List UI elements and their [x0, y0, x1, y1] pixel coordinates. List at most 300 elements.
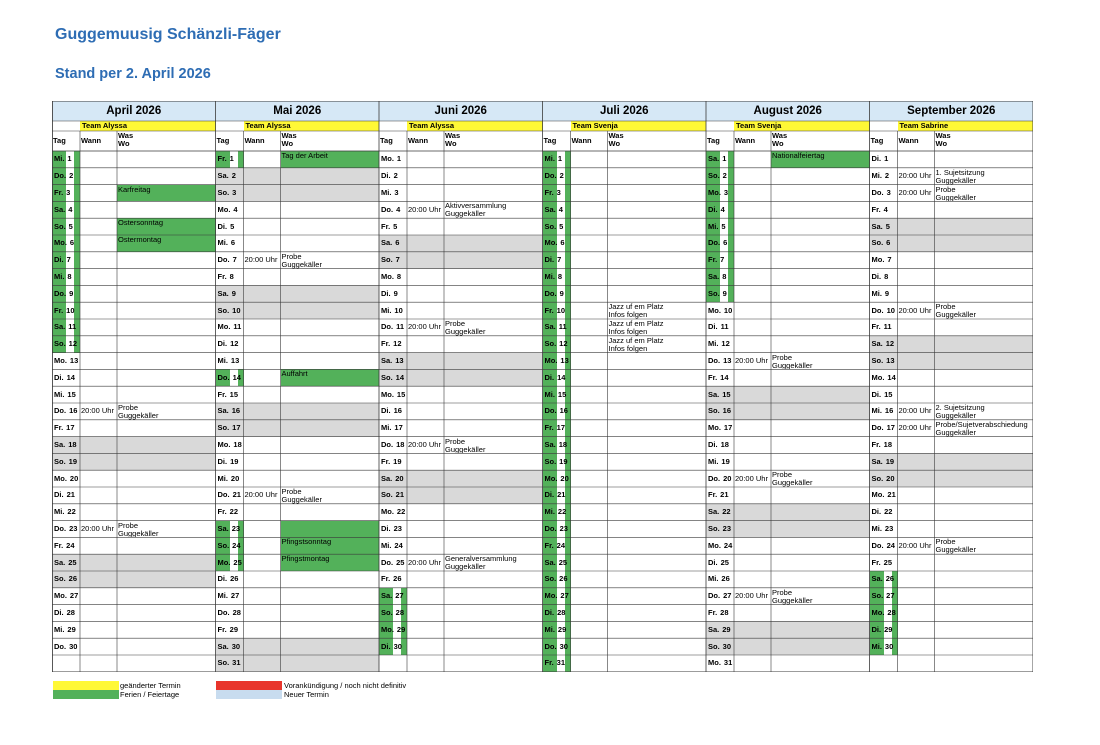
day-number-marker	[565, 537, 571, 554]
day-number: 30	[69, 641, 78, 651]
wann-cell	[571, 185, 608, 202]
weekday-label: Sa.	[54, 439, 66, 449]
wann-cell	[244, 269, 281, 286]
weekday-label: Sa.	[708, 624, 720, 634]
day-number: 1	[229, 154, 234, 164]
wann-cell	[898, 235, 935, 252]
day-number: 3	[723, 187, 729, 197]
was-cell	[117, 420, 216, 437]
day-number: 30	[393, 641, 402, 651]
wann-cell	[244, 437, 281, 454]
day-number: 5	[885, 221, 890, 231]
day-number: 24	[556, 540, 566, 550]
day-number: 1	[557, 154, 563, 164]
wann-cell	[734, 302, 771, 319]
legend-swatch-holidays	[53, 690, 119, 699]
day-cell	[870, 487, 898, 504]
wann-cell	[571, 638, 608, 655]
weekday-label: So.	[381, 490, 393, 500]
day-cell	[379, 605, 407, 622]
wann-cell	[571, 420, 608, 437]
was-cell	[117, 302, 216, 319]
day-cell	[52, 537, 80, 554]
weekday-label: Mi.	[871, 288, 882, 298]
day-number: 4	[883, 204, 888, 214]
was-cell	[281, 605, 380, 622]
day-number: 13	[886, 355, 895, 365]
weekday-label: So.	[871, 473, 884, 483]
was-cell	[771, 386, 870, 403]
weekday-label: Mo.	[54, 473, 67, 483]
day-cell	[706, 269, 734, 286]
wann-cell	[571, 168, 608, 185]
day-number-marker	[728, 235, 734, 252]
was-cell	[935, 353, 1034, 370]
weekday-label: So.	[871, 238, 884, 248]
legend	[52, 680, 412, 702]
weekday-label: Mo.	[871, 490, 885, 500]
was-cell	[771, 487, 870, 504]
day-cell	[706, 319, 734, 336]
was-cell: Probe/Sujetverabschiedung Guggekäller	[935, 419, 1028, 437]
day-number-marker	[74, 218, 80, 235]
day-number-marker	[728, 252, 734, 269]
day-number: 8	[396, 271, 402, 281]
was-cell	[444, 470, 543, 487]
weekday-label: Di.	[381, 523, 391, 533]
day-number-marker	[74, 285, 80, 302]
weekday-label: Do.	[54, 641, 67, 651]
was-cell	[281, 218, 380, 235]
was-cell	[444, 504, 543, 521]
day-number-marker	[565, 269, 571, 286]
day-cell	[870, 285, 898, 302]
weekday-label: Mo.	[708, 187, 721, 197]
day-number-marker	[728, 285, 734, 302]
wann-cell	[244, 336, 281, 353]
weekday-label: Di.	[871, 507, 882, 517]
was-cell	[444, 621, 543, 638]
day-cell	[870, 537, 898, 554]
day-number: 29	[722, 624, 731, 634]
wann-cell: 20:00 Uhr	[244, 490, 278, 500]
was-cell	[608, 185, 707, 202]
was-cell	[281, 655, 380, 672]
wann-cell	[734, 201, 771, 218]
was-cell	[771, 218, 870, 235]
wann-cell	[734, 218, 771, 235]
was-cell: Probe Guggekäller	[935, 184, 976, 202]
column-header-wann: Wann	[408, 136, 429, 145]
wann-cell	[734, 453, 771, 470]
day-number: 7	[66, 255, 71, 265]
weekday-label: Fr.	[217, 154, 227, 164]
day-cell	[379, 638, 407, 655]
weekday-label: Mi.	[54, 624, 65, 634]
day-number: 22	[396, 507, 406, 517]
wann-cell	[244, 369, 281, 386]
was-cell	[608, 621, 707, 638]
day-number: 16	[393, 406, 402, 416]
wann-cell	[571, 319, 608, 336]
was-cell	[281, 621, 380, 638]
day-number-marker	[565, 235, 571, 252]
day-cell	[216, 235, 244, 252]
wann-cell	[571, 571, 608, 588]
day-cell	[379, 403, 407, 420]
weekday-label: Do.	[381, 439, 394, 449]
column-header-was: Was	[118, 131, 134, 140]
was-cell	[281, 386, 380, 403]
day-number: 28	[66, 607, 75, 617]
was-cell: Probe Guggekäller	[281, 487, 322, 504]
weekday-label: Sa.	[54, 322, 66, 332]
was-cell	[117, 487, 216, 504]
was-cell	[281, 588, 380, 605]
weekday-label: Mi.	[381, 305, 392, 315]
wann-cell	[734, 537, 771, 554]
weekday-label: Fr.	[871, 204, 881, 214]
weekday-label: Sa.	[544, 557, 556, 567]
weekday-label: Di.	[871, 154, 882, 164]
weekday-label: Do.	[871, 305, 884, 315]
wann-cell	[80, 319, 117, 336]
wann-cell	[407, 151, 444, 168]
day-number: 5	[68, 221, 73, 231]
wann-cell	[244, 621, 281, 638]
day-number: 29	[557, 624, 567, 634]
was-cell	[608, 437, 707, 454]
wann-cell	[244, 554, 281, 571]
column-header-wann: Wann	[571, 136, 592, 145]
day-number: 10	[232, 305, 241, 315]
day-number: 8	[229, 271, 234, 281]
was-cell	[771, 235, 870, 252]
wann-cell	[407, 168, 444, 185]
wann-cell	[80, 504, 117, 521]
weekday-label: Mo.	[544, 473, 558, 483]
day-number: 17	[66, 423, 75, 433]
weekday-label: Sa.	[871, 456, 883, 466]
wann-cell: 20:00 Uhr	[735, 355, 768, 365]
day-cell	[543, 319, 571, 336]
day-number: 19	[559, 456, 568, 466]
day-number: 21	[887, 490, 896, 500]
wann-cell	[898, 571, 935, 588]
day-cell	[543, 218, 571, 235]
wann-cell	[898, 336, 935, 353]
wann-cell	[244, 285, 281, 302]
wann-cell: 20:00 Uhr	[735, 473, 768, 483]
day-cell	[870, 453, 898, 470]
wann-cell	[244, 302, 281, 319]
was-cell	[281, 571, 380, 588]
day-cell	[543, 437, 571, 454]
was-cell: Ostermontag	[117, 235, 216, 252]
day-number-marker	[565, 218, 571, 235]
was-cell	[281, 521, 380, 538]
weekday-label: Mo.	[54, 238, 67, 248]
day-number: 18	[233, 439, 242, 449]
weekday-label: So.	[54, 456, 66, 466]
wann-cell	[734, 269, 771, 286]
day-cell	[870, 319, 898, 336]
day-cell	[216, 504, 244, 521]
day-cell	[870, 638, 898, 655]
weekday-label: Sa.	[708, 271, 720, 281]
day-number: 14	[557, 372, 566, 382]
weekday-label: So.	[871, 355, 884, 365]
day-cell	[216, 386, 244, 403]
column-header-tag: Tag	[707, 136, 720, 145]
day-cell	[216, 655, 244, 672]
weekday-label: Fr.	[871, 557, 881, 567]
day-cell	[216, 201, 244, 218]
day-number: 31	[232, 658, 241, 668]
day-number: 30	[231, 641, 241, 651]
was-cell	[935, 487, 1034, 504]
was-cell	[281, 353, 380, 370]
day-number-marker	[565, 201, 571, 218]
day-cell	[379, 151, 407, 168]
was-cell	[935, 554, 1034, 571]
wann-cell	[80, 453, 117, 470]
wann-cell	[244, 185, 281, 202]
weekday-label: Mi.	[544, 624, 555, 634]
was-cell	[608, 168, 707, 185]
day-cell	[216, 521, 244, 538]
day-cell	[216, 403, 244, 420]
day-number: 5	[721, 221, 726, 231]
day-number: 8	[557, 271, 563, 281]
day-cell	[543, 588, 571, 605]
wann-cell	[571, 437, 608, 454]
weekday-label: Di.	[54, 372, 64, 382]
weekday-label: So.	[544, 221, 557, 231]
day-number: 18	[883, 439, 893, 449]
weekday-label: So.	[54, 339, 66, 349]
was-cell	[117, 151, 216, 168]
day-number: 13	[230, 355, 240, 365]
day-number: 22	[67, 507, 76, 517]
day-cell	[870, 201, 898, 218]
was-cell	[608, 655, 707, 672]
day-cell	[379, 470, 407, 487]
wann-cell	[571, 269, 608, 286]
day-cell	[379, 504, 407, 521]
was-cell	[281, 185, 380, 202]
was-cell: Jazz uf em Platz Infos folgen	[608, 335, 664, 353]
wann-cell	[80, 487, 117, 504]
weekday-label: Fr.	[54, 423, 64, 433]
day-cell	[543, 285, 571, 302]
was-cell	[608, 369, 707, 386]
legend-label-new: Neuer Termin	[284, 690, 329, 699]
wann-cell	[244, 403, 281, 420]
was-cell	[608, 201, 707, 218]
weekday-label: Fr.	[54, 540, 64, 550]
was-cell	[608, 453, 707, 470]
wann-cell	[407, 621, 444, 638]
day-number: 18	[68, 439, 77, 449]
day-cell	[706, 470, 734, 487]
wann-cell	[898, 621, 935, 638]
day-cell	[52, 269, 80, 286]
day-number-marker	[74, 235, 80, 252]
weekday-label: Do.	[708, 355, 721, 365]
wann-cell	[407, 588, 444, 605]
calendar-table	[52, 101, 1033, 672]
day-number: 17	[556, 423, 566, 433]
day-number: 25	[883, 557, 893, 567]
wann-cell	[898, 218, 935, 235]
was-cell	[117, 386, 216, 403]
day-number: 9	[884, 288, 890, 298]
wann-cell	[734, 504, 771, 521]
day-cell	[379, 218, 407, 235]
was-cell: Probe Guggekäller	[935, 537, 976, 555]
was-cell	[608, 588, 707, 605]
day-number: 27	[723, 591, 732, 601]
day-number: 14	[66, 372, 75, 382]
day-number: 31	[723, 658, 733, 668]
day-cell	[52, 386, 80, 403]
day-cell	[379, 185, 407, 202]
day-cell	[216, 453, 244, 470]
weekday-label: So.	[54, 221, 66, 231]
was-cell: Generalversammlung Guggekäller	[445, 554, 517, 571]
weekday-label: So.	[217, 305, 230, 315]
was-cell	[444, 369, 543, 386]
day-number: 16	[559, 406, 568, 416]
was-cell	[771, 168, 870, 185]
was-cell	[117, 504, 216, 521]
weekday-label: Mo.	[217, 204, 231, 214]
weekday-label: Do.	[217, 372, 230, 382]
day-cell	[216, 252, 244, 269]
wann-cell: 20:00 Uhr	[408, 322, 441, 332]
day-cell	[870, 605, 898, 622]
wann-cell: 20:00 Uhr	[81, 523, 114, 533]
day-cell	[870, 369, 898, 386]
day-cell	[706, 201, 734, 218]
wann-cell	[80, 605, 117, 622]
was-cell	[608, 420, 707, 437]
was-cell	[771, 621, 870, 638]
weekday-label: Fr.	[544, 658, 554, 668]
was-cell	[935, 285, 1034, 302]
day-number: 26	[393, 574, 402, 584]
legend-swatch-new	[216, 690, 282, 699]
weekday-label: Mo.	[217, 439, 231, 449]
day-cell	[216, 185, 244, 202]
day-number: 20	[560, 473, 569, 483]
day-cell	[706, 369, 734, 386]
day-cell	[870, 521, 898, 538]
day-number: 28	[232, 607, 241, 617]
weekday-label: So.	[217, 187, 230, 197]
was-cell	[117, 437, 216, 454]
wann-cell	[80, 336, 117, 353]
day-number: 1	[67, 154, 72, 164]
day-number: 15	[396, 389, 406, 399]
weekday-label: Di.	[871, 624, 882, 634]
wann-cell	[407, 302, 444, 319]
was-cell	[281, 302, 380, 319]
day-number: 31	[556, 658, 566, 668]
weekday-label: Mi.	[708, 456, 719, 466]
day-cell	[870, 420, 898, 437]
day-cell	[379, 487, 407, 504]
was-cell	[444, 269, 543, 286]
wann-cell	[244, 504, 281, 521]
team-label: Team Alyssa	[407, 121, 543, 131]
day-cell	[543, 235, 571, 252]
was-cell	[935, 218, 1034, 235]
was-cell	[117, 638, 216, 655]
day-number: 5	[559, 221, 564, 231]
was-cell	[117, 168, 216, 185]
weekday-label: Mi.	[544, 154, 555, 164]
wann-cell	[571, 655, 608, 672]
day-number: 4	[396, 204, 401, 214]
day-number: 14	[720, 372, 729, 382]
day-cell	[706, 285, 734, 302]
was-cell	[117, 605, 216, 622]
day-cell	[870, 353, 898, 370]
day-number: 15	[557, 389, 567, 399]
day-cell	[52, 605, 80, 622]
was-cell	[935, 151, 1034, 168]
weekday-label: Fr.	[708, 255, 718, 265]
weekday-label: Fr.	[217, 389, 227, 399]
day-cell	[216, 554, 244, 571]
day-number-marker	[728, 185, 734, 202]
day-number: 19	[230, 456, 239, 466]
day-number: 20	[69, 473, 79, 483]
was-cell	[444, 218, 543, 235]
weekday-label: Mo.	[708, 423, 721, 433]
column-header-wann: Wann	[81, 136, 102, 145]
wann-cell	[571, 605, 608, 622]
day-cell	[52, 554, 80, 571]
wann-cell	[407, 571, 444, 588]
was-cell	[608, 269, 707, 286]
day-number: 21	[557, 490, 566, 500]
was-cell	[608, 386, 707, 403]
column-header-wann: Wann	[735, 136, 756, 145]
wann-cell	[898, 470, 935, 487]
was-cell: Probe Guggekäller	[772, 587, 813, 605]
weekday-label: So.	[217, 540, 230, 550]
weekday-label: Do.	[708, 473, 721, 483]
weekday-label: Do.	[54, 171, 67, 181]
weekday-label: Do.	[544, 641, 557, 651]
was-cell	[771, 336, 870, 353]
wann-cell	[407, 353, 444, 370]
day-number: 10	[886, 305, 895, 315]
was-cell	[444, 235, 543, 252]
was-cell	[608, 487, 707, 504]
was-cell	[935, 470, 1034, 487]
team-label: Team Alyssa	[244, 121, 380, 131]
day-cell	[216, 571, 244, 588]
column-header-was-wo	[771, 131, 870, 151]
day-number: 16	[722, 406, 732, 416]
day-number: 25	[558, 557, 568, 567]
wann-cell	[898, 605, 935, 622]
day-number: 27	[395, 591, 404, 601]
